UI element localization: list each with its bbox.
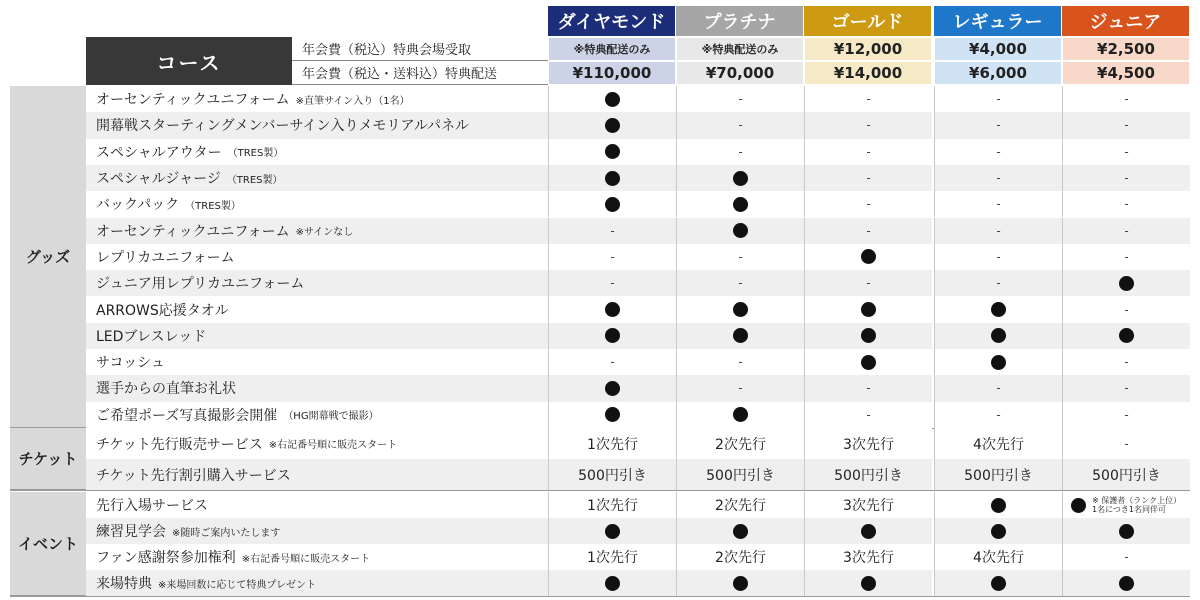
table-cell [676,518,804,544]
table-cell [548,191,676,217]
not-included-dash: - [866,92,871,107]
junior-escort-note-line: 1名につき1名同伴可 [1092,505,1167,514]
table-row-label [86,518,548,544]
table-cell: 1次先行 [548,428,676,459]
table-row-label [86,244,548,270]
benefit-label: レプリカユニフォーム [96,249,235,266]
table-cell [1062,570,1190,596]
section-divider-1 [10,490,1190,491]
benefit-label: チケット先行販売サービス [96,436,263,453]
not-included-dash: - [738,118,743,133]
tier-header-4: ジュニア [1062,6,1190,36]
included-dot-icon [605,118,620,133]
table-cell [676,375,804,401]
table-cell [676,402,804,428]
table-cell [934,191,1062,217]
not-included-dash: - [1124,92,1129,107]
table-cell [934,570,1062,596]
table-row-label [86,459,548,490]
included-dot-icon [1119,328,1134,343]
included-dot-icon [1119,524,1134,539]
benefit-label: LEDブレスレッド [96,328,207,345]
included-dot-icon [861,302,876,317]
included-dot-icon [605,576,620,591]
table-cell [804,402,932,428]
category-1: チケット [10,428,86,490]
table-cell [804,270,932,296]
benefit-note: ※右記番号順に販売スタート [241,553,371,565]
table-cell [1062,402,1190,428]
included-dot-icon [733,223,748,238]
table-cell [1062,349,1190,375]
not-included-dash: - [610,223,615,238]
price-label-0: 年会費（税込）特典会場受取 [292,37,548,61]
included-dot-icon [605,524,620,539]
benefit-label: 練習見学会 [96,524,166,540]
table-cell: 500円引き [548,459,676,490]
table-cell [548,218,676,244]
table-row-label [86,296,548,322]
table-cell [1062,518,1190,544]
included-dot-icon [1119,276,1134,291]
included-dot-icon [991,524,1006,539]
benefit-label: ご希望ポーズ写真撮影会開催 [96,407,278,424]
table-cell [1062,218,1190,244]
table-cell [676,570,804,596]
table-cell [804,86,932,112]
not-included-dash: - [738,249,743,264]
included-dot-icon [861,576,876,591]
category-0: グッズ [10,86,86,428]
table-cell [804,244,932,270]
included-dot-icon [733,302,748,317]
not-included-dash: - [866,144,871,159]
benefit-label: 来場特典 [96,576,152,592]
benefit-note: （TRES製） [185,200,241,212]
table-cell: 2次先行 [676,428,804,459]
table-cell: 500円引き [1062,459,1190,490]
price-price-shipping-2: ¥14,000 [804,61,932,85]
not-included-dash: - [1124,171,1129,186]
table-cell [934,139,1062,165]
not-included-dash: - [1124,407,1129,422]
not-included-dash: - [738,144,743,159]
table-row-label [86,191,548,217]
benefit-label: サコッシュ [96,355,165,372]
table-cell [676,296,804,322]
table-row-label [86,218,548,244]
table-row-label [86,492,548,518]
included-dot-icon [605,171,620,186]
table-cell [676,349,804,375]
included-dot-icon [605,328,620,343]
table-row-label [86,165,548,191]
included-dot-icon [991,355,1006,370]
benefit-note: （TRES製） [226,174,283,186]
table-cell [1062,375,1190,401]
table-cell [1062,244,1190,270]
benefit-label: 先行入場サービス [96,498,208,514]
table-row-label [86,139,548,165]
not-included-dash: - [996,197,1001,212]
included-dot-icon [733,171,748,186]
not-included-dash: - [610,276,615,291]
not-included-dash: - [996,144,1001,159]
benefit-label: オーセンティックユニフォーム [96,92,290,109]
table-row-label [86,112,548,138]
not-included-dash: - [738,381,743,396]
not-included-dash: - [738,355,743,370]
tier-header-3: レギュラー [934,6,1062,36]
not-included-dash: - [738,92,743,107]
table-cell [804,112,932,138]
table-cell [548,270,676,296]
table-cell [934,112,1062,138]
benefit-note: ※来場回数に応じて特典プレゼント [158,579,316,591]
table-row-label [86,402,548,428]
included-dot-icon [605,92,620,107]
table-cell [548,402,676,428]
included-dot-icon [605,197,620,212]
table-row-label [86,570,548,596]
benefit-label: バックパック [96,197,180,214]
table-cell [1062,86,1190,112]
not-included-dash: - [738,276,743,291]
not-included-dash: - [996,249,1001,264]
benefit-label: スペシャルアウター [96,144,222,161]
table-cell [934,323,1062,349]
included-dot-icon [861,355,876,370]
benefit-label: ファン感謝祭参加権利 [96,550,236,566]
section-divider-2 [10,596,1190,597]
not-included-dash: - [996,223,1001,238]
not-included-dash: - [1124,144,1129,159]
table-cell [676,323,804,349]
table-cell [676,218,804,244]
table-cell [934,402,1062,428]
included-dot-icon [861,524,876,539]
benefit-label: オーセンティックユニフォーム [96,223,290,240]
table-cell: 4次先行 [934,544,1062,570]
table-cell [934,244,1062,270]
not-included-dash: - [1124,381,1129,396]
not-included-dash: - [996,381,1001,396]
table-cell: 1次先行 [548,544,676,570]
table-cell [1062,112,1190,138]
tier-header-2: ゴールド [804,6,932,36]
not-included-dash: - [996,407,1001,422]
table-cell [934,296,1062,322]
table-cell [1062,139,1190,165]
table-row-label [86,270,548,296]
table-cell [1062,428,1190,459]
table-row-label [86,86,548,112]
included-dot-icon [733,407,748,422]
not-included-dash: - [1124,436,1129,451]
table-cell [676,244,804,270]
included-dot-icon [605,302,620,317]
price-price-venue-2: ¥12,000 [804,37,932,61]
included-dot-icon [991,498,1006,513]
price-price-shipping-0: ¥110,000 [548,61,676,85]
not-included-dash: - [1124,118,1129,133]
table-cell: 4次先行 [934,428,1062,459]
junior-escort-note-line: ※ 保護者（ランク上位） [1092,496,1182,505]
included-dot-icon [1119,576,1134,591]
table-cell [804,349,932,375]
course-label: コース [86,37,292,85]
benefit-note: （TRES製） [227,148,284,160]
table-cell: 3次先行 [804,544,932,570]
table-cell [1062,270,1190,296]
included-dot-icon [605,407,620,422]
table-row-label [86,375,548,401]
category-2: イベント [10,492,86,596]
not-included-dash: - [1124,550,1129,564]
not-included-dash: - [866,197,871,212]
included-dot-icon [1071,498,1086,513]
table-cell [676,139,804,165]
price-price-venue-3: ¥4,000 [934,37,1062,61]
table-cell [804,218,932,244]
benefit-note: （HG開幕戦で撮影） [283,411,379,423]
price-price-venue-1: ※特典配送のみ [676,37,804,61]
table-cell [548,86,676,112]
table-cell [548,570,676,596]
not-included-dash: - [866,171,871,186]
table-cell: 2次先行 [676,492,804,518]
table-cell [934,165,1062,191]
table-cell: 2次先行 [676,544,804,570]
table-cell [804,296,932,322]
not-included-dash: - [866,118,871,133]
table-cell: 500円引き [804,459,932,490]
table-cell [548,139,676,165]
table-cell [934,375,1062,401]
table-cell [1062,544,1190,570]
not-included-dash: - [610,249,615,264]
table-cell: 3次先行 [804,428,932,459]
table-row-label [86,349,548,375]
benefit-note: ※右記番号順に販売スタート [268,440,398,451]
benefit-label: ジュニア用レプリカユニフォーム [96,276,305,293]
included-dot-icon [733,576,748,591]
not-included-dash: - [866,407,871,422]
table-cell: 500円引き [934,459,1062,490]
table-cell [676,270,804,296]
not-included-dash: - [996,118,1001,133]
not-included-dash: - [1124,197,1129,212]
included-dot-icon [605,144,620,159]
included-dot-icon [991,302,1006,317]
included-dot-icon [733,328,748,343]
table-cell [548,349,676,375]
table-row-label [86,428,548,459]
table-cell [804,139,932,165]
not-included-dash: - [866,223,871,238]
table-cell [934,86,1062,112]
table-cell [1062,323,1190,349]
table-row-label [86,323,548,349]
table-cell [934,270,1062,296]
table-cell [1062,296,1190,322]
not-included-dash: - [610,355,615,370]
benefit-label: チケット先行割引購入サービス [96,467,291,484]
table-cell [548,296,676,322]
price-price-shipping-3: ¥6,000 [934,61,1062,85]
included-dot-icon [861,249,876,264]
table-cell [934,218,1062,244]
benefit-note: ※サインなし [295,227,354,239]
tier-header-1: プラチナ [676,6,804,36]
benefit-label: スペシャルジャージ [96,171,221,188]
table-cell [804,165,932,191]
table-cell: 500円引き [676,459,804,490]
not-included-dash: - [996,276,1001,291]
not-included-dash: - [996,92,1001,107]
not-included-dash: - [866,381,871,396]
table-cell: 3次先行 [804,492,932,518]
table-cell [804,323,932,349]
table-cell [548,244,676,270]
not-included-dash: - [866,276,871,291]
table-cell [1062,191,1190,217]
table-cell [548,112,676,138]
table-cell [804,518,932,544]
table-cell [676,112,804,138]
table-cell [804,191,932,217]
table-cell [676,86,804,112]
price-price-venue-4: ¥2,500 [1062,37,1190,61]
table-cell [934,492,1062,518]
benefit-note: ※直筆サイン入り（1名） [295,95,410,107]
table-cell [548,165,676,191]
table-cell [548,518,676,544]
included-dot-icon [733,524,748,539]
table-cell [548,375,676,401]
table-cell [804,570,932,596]
not-included-dash: - [1124,223,1129,238]
table-cell [548,323,676,349]
included-dot-icon [733,197,748,212]
table-cell [1062,492,1190,518]
table-cell [676,191,804,217]
table-cell [934,518,1062,544]
price-price-shipping-4: ¥4,500 [1062,61,1190,85]
benefit-label: 選手からの直筆お礼状 [96,381,236,398]
price-price-shipping-1: ¥70,000 [676,61,804,85]
included-dot-icon [991,328,1006,343]
table-cell: 1次先行 [548,492,676,518]
table-cell [1062,165,1190,191]
not-included-dash: - [1124,302,1129,317]
benefit-label: ARROWS応援タオル [96,302,229,319]
price-label-1: 年会費（税込・送料込）特典配送 [292,61,548,85]
price-price-venue-0: ※特典配送のみ [548,37,676,61]
included-dot-icon [861,328,876,343]
included-dot-icon [605,381,620,396]
junior-escort-note [1092,496,1181,514]
table-cell [676,165,804,191]
table-cell [934,349,1062,375]
table-row-label [86,544,548,570]
benefit-note: ※随時ご案内いたします [172,527,281,539]
not-included-dash: - [1124,249,1129,264]
not-included-dash: - [996,171,1001,186]
table-cell [804,375,932,401]
not-included-dash: - [1124,355,1129,370]
tier-header-0: ダイヤモンド [548,6,676,36]
included-dot-icon [991,576,1006,591]
benefit-label: 開幕戦スターティングメンバーサイン入りメモリアルパネル [96,118,469,135]
